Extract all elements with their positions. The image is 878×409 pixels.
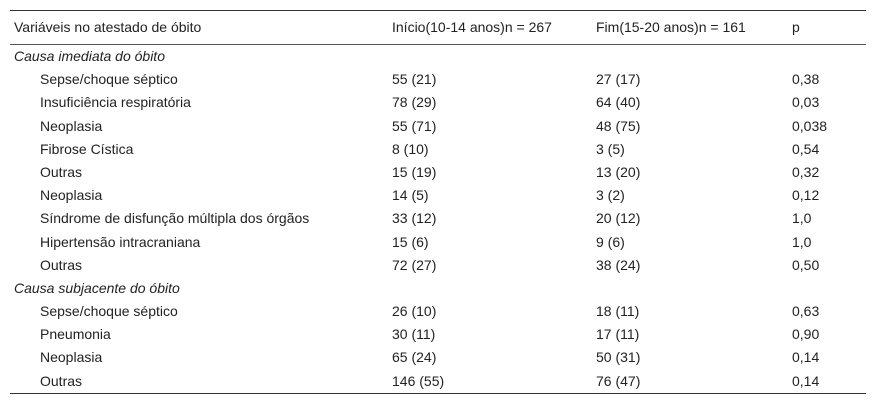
row-start-value: 55 (71) — [392, 117, 437, 134]
row-p-value: 0,38 — [792, 71, 820, 88]
row-end-value: 17 (11) — [596, 326, 640, 343]
row-variable: Insuficiência respiratória — [40, 94, 191, 111]
section-title: Causa imediata do óbito — [14, 48, 165, 64]
row-end-value: 18 (11) — [596, 303, 640, 320]
row-p-value: 1,0 — [792, 210, 812, 227]
row-p-value: 0,12 — [792, 187, 820, 204]
header-end-group: Fim(15-20 anos)n = 161 — [596, 19, 746, 35]
table-row — [10, 138, 866, 161]
row-p-value: 0,63 — [792, 303, 820, 320]
table-row — [10, 115, 866, 138]
row-start-value: 78 (29) — [392, 94, 437, 111]
row-variable: Fibrose Cística — [40, 140, 134, 157]
data-table — [10, 10, 866, 394]
row-p-value: 0,50 — [792, 256, 820, 273]
row-variable: Hipertensão intracraniana — [40, 233, 201, 250]
row-variable: Neoplasia — [40, 187, 103, 204]
row-start-value: 72 (27) — [392, 256, 437, 273]
row-p-value: 0,32 — [792, 163, 820, 180]
row-start-value: 146 (55) — [392, 372, 445, 389]
row-p-value: 0,038 — [792, 117, 828, 134]
row-end-value: 64 (40) — [596, 94, 641, 111]
row-start-value: 33 (12) — [392, 210, 437, 227]
row-variable: Outras — [40, 163, 83, 180]
row-start-value: 15 (6) — [392, 233, 429, 250]
table-body — [10, 45, 866, 393]
row-end-value: 38 (24) — [596, 256, 641, 273]
row-start-value: 30 (11) — [392, 326, 436, 343]
header-start-group: Início(10-14 anos)n = 267 — [392, 19, 552, 35]
table-bottom-rule — [10, 393, 866, 394]
table-row — [10, 68, 866, 91]
table-row — [10, 300, 866, 323]
row-p-value: 0,90 — [792, 326, 820, 343]
row-p-value: 0,54 — [792, 140, 820, 157]
row-variable: Outras — [40, 256, 83, 273]
row-start-value: 15 (19) — [392, 163, 437, 180]
header-p-value: p — [792, 19, 800, 35]
table-row — [10, 231, 866, 254]
table-row — [10, 207, 866, 230]
row-end-value: 3 (5) — [596, 140, 625, 157]
table-header-row — [10, 11, 866, 44]
row-start-value: 55 (21) — [392, 71, 437, 88]
row-variable: Síndrome de disfunção múltipla dos órgãos — [40, 210, 310, 227]
row-end-value: 9 (6) — [596, 233, 625, 250]
header-variable: Variáveis no atestado de óbito — [14, 19, 202, 35]
row-end-value: 76 (47) — [596, 372, 641, 389]
row-end-value: 20 (12) — [596, 210, 641, 227]
row-p-value: 1,0 — [792, 233, 812, 250]
table-row — [10, 91, 866, 114]
table-row — [10, 254, 866, 277]
row-p-value: 0,14 — [792, 372, 820, 389]
row-variable: Pneumonia — [40, 326, 111, 343]
row-end-value: 13 (20) — [596, 163, 641, 180]
table-row — [10, 370, 866, 393]
row-p-value: 0,03 — [792, 94, 820, 111]
row-end-value: 50 (31) — [596, 349, 641, 366]
row-start-value: 8 (10) — [392, 140, 429, 157]
table-row — [10, 161, 866, 184]
section-title: Causa subjacente do óbito — [14, 279, 180, 296]
row-variable: Sepse/choque séptico — [40, 71, 178, 88]
row-variable: Outras — [40, 372, 83, 389]
row-end-value: 27 (17) — [596, 71, 641, 88]
row-start-value: 26 (10) — [392, 303, 437, 320]
row-end-value: 48 (75) — [596, 117, 641, 134]
row-variable: Neoplasia — [40, 117, 103, 134]
table-row — [10, 184, 866, 207]
row-start-value: 14 (5) — [392, 187, 429, 204]
table-row — [10, 323, 866, 346]
section-header-row — [10, 277, 866, 300]
row-start-value: 65 (24) — [392, 349, 437, 366]
section-header-row — [10, 45, 866, 68]
row-variable: Neoplasia — [40, 349, 103, 366]
table-row — [10, 346, 866, 369]
row-variable: Sepse/choque séptico — [40, 303, 178, 320]
row-end-value: 3 (2) — [596, 187, 625, 204]
row-p-value: 0,14 — [792, 349, 820, 366]
